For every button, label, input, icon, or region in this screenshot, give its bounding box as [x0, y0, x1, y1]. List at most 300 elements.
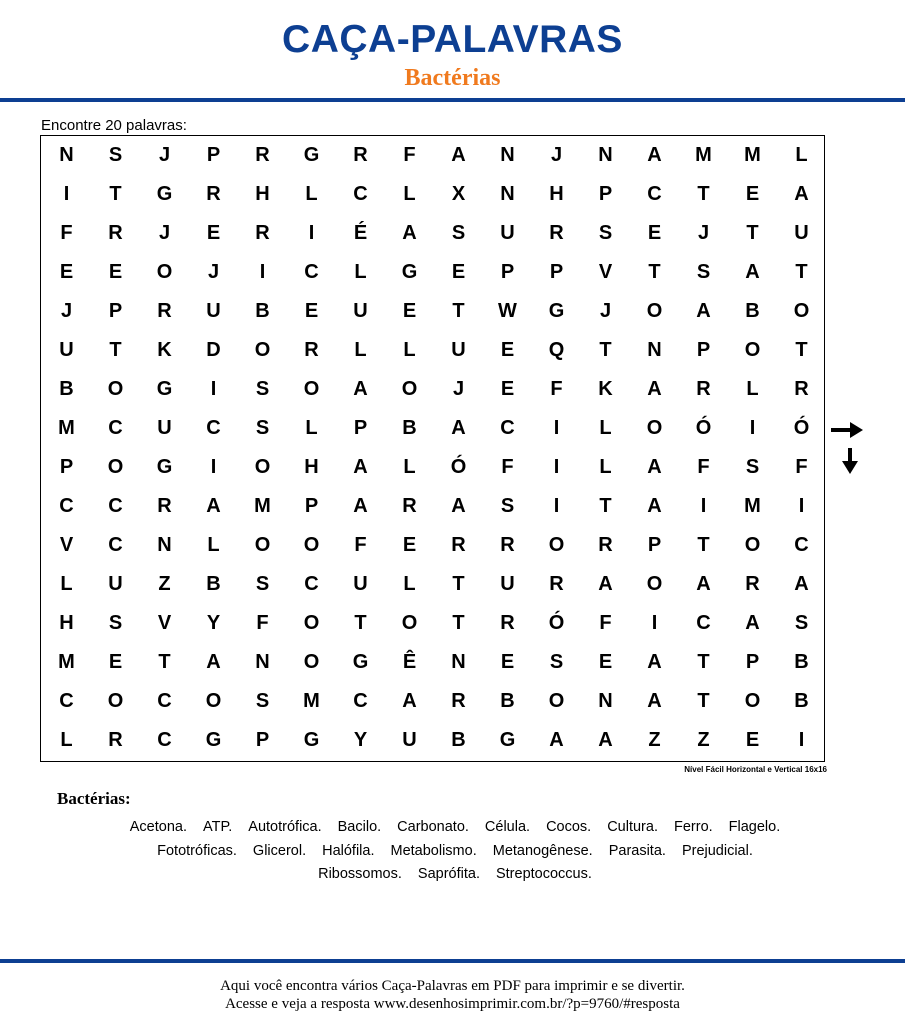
grid-letter: Ó — [695, 417, 712, 439]
grid-letter: A — [696, 300, 711, 322]
grid-letter: W — [498, 300, 517, 322]
grid-letter: C — [108, 495, 123, 517]
arrow-down-icon — [841, 447, 859, 475]
grid-row — [41, 253, 826, 292]
grid-letter: P — [255, 729, 270, 751]
grid-letter: E — [59, 261, 74, 283]
grid-letter: A — [745, 612, 760, 634]
grid-letter: S — [255, 417, 270, 439]
grid-letter: P — [353, 417, 368, 439]
grid-letter: O — [401, 378, 418, 400]
grid-letter: O — [646, 300, 663, 322]
grid-letter: L — [403, 339, 416, 361]
grid-letter: Y — [353, 729, 368, 751]
grid-letter: K — [157, 339, 172, 361]
grid-letter: C — [500, 417, 515, 439]
grid-letter: R — [157, 300, 172, 322]
grid-letter: P — [206, 144, 221, 166]
grid-letter: A — [353, 456, 368, 478]
word-list-item: Halófila. — [322, 842, 375, 859]
instruction-text: Encontre 20 palavras: — [41, 117, 187, 134]
grid-letter: I — [210, 456, 217, 478]
grid-letter: D — [206, 339, 221, 361]
grid-letter: S — [745, 456, 760, 478]
grid-letter: O — [254, 456, 271, 478]
grid-letter: P — [598, 183, 613, 205]
grid-letter: R — [696, 378, 711, 400]
grid-letter: T — [795, 339, 808, 361]
grid-letter: N — [255, 651, 270, 673]
grid-letter: P — [696, 339, 711, 361]
grid-letter: C — [59, 495, 74, 517]
grid-letter: A — [647, 144, 662, 166]
grid-letter: S — [549, 651, 564, 673]
grid-letter: O — [254, 339, 271, 361]
grid-letter: L — [305, 417, 318, 439]
word-list-item: Carbonato. — [397, 819, 469, 835]
grid-letter: I — [259, 261, 266, 283]
word-list-item: Saprófita. — [417, 866, 480, 882]
grid-letter: F — [403, 144, 416, 166]
grid-letter: R — [304, 339, 319, 361]
grid-letter: T — [109, 183, 122, 205]
grid-letter: R — [353, 144, 368, 166]
grid-letter: Ê — [402, 651, 417, 673]
grid-letter: F — [795, 456, 808, 478]
grid-row — [41, 448, 826, 487]
word-list-item: Cultura. — [607, 819, 658, 835]
grid-letter: K — [598, 378, 613, 400]
grid-letter: P — [745, 651, 760, 673]
grid-letter: O — [646, 417, 663, 439]
grid-letter: I — [553, 417, 560, 439]
grid-letter: A — [647, 456, 662, 478]
grid-letter: V — [59, 534, 74, 556]
grid-letter: A — [794, 183, 809, 205]
footer-divider — [0, 959, 905, 963]
grid-letter: A — [745, 261, 760, 283]
grid-letter: A — [549, 729, 564, 751]
grid-letter: E — [108, 651, 123, 673]
grid-row — [41, 331, 826, 370]
grid-letter: F — [550, 378, 563, 400]
grid-row — [41, 643, 826, 682]
grid-letter: A — [647, 495, 662, 517]
grid-row — [41, 487, 826, 526]
grid-letter: L — [599, 456, 612, 478]
grid-row — [41, 136, 826, 175]
grid-row — [41, 604, 826, 643]
grid-letter: T — [452, 612, 465, 634]
grid-letter: U — [157, 417, 172, 439]
grid-letter: F — [697, 456, 710, 478]
word-list-item: Bacilo. — [337, 819, 382, 835]
grid-letter: R — [255, 144, 270, 166]
grid-letter: O — [401, 612, 418, 634]
grid-letter: B — [794, 651, 809, 673]
grid-letter: E — [402, 300, 417, 322]
grid-letter: U — [500, 222, 515, 244]
grid-letter: O — [744, 339, 761, 361]
grid-letter: M — [58, 417, 75, 439]
grid-row — [41, 682, 826, 721]
grid-letter: J — [158, 222, 171, 244]
grid-letter: T — [452, 300, 465, 322]
grid-letter: J — [550, 144, 563, 166]
grid-letter: C — [353, 183, 368, 205]
grid-letter: O — [156, 261, 173, 283]
grid-letter: I — [749, 417, 756, 439]
grid-letter: C — [157, 690, 172, 712]
grid-letter: T — [354, 612, 367, 634]
grid-letter: X — [451, 183, 466, 205]
grid-letter: I — [553, 495, 560, 517]
grid-letter: L — [207, 534, 220, 556]
grid-letter: A — [647, 690, 662, 712]
grid-letter: T — [697, 183, 710, 205]
grid-letter: E — [500, 339, 515, 361]
grid-letter: I — [700, 495, 707, 517]
grid-letter: A — [794, 573, 809, 595]
grid-row — [41, 370, 826, 409]
grid-letter: T — [158, 651, 171, 673]
grid-letter: R — [745, 573, 760, 595]
grid-letter: M — [695, 144, 712, 166]
grid-letter: T — [599, 339, 612, 361]
grid-letter: E — [451, 261, 466, 283]
word-list-line — [40, 816, 870, 840]
word-list-item: Metanogênese. — [492, 842, 593, 859]
grid-letter: J — [452, 378, 465, 400]
grid-letter: O — [793, 300, 810, 322]
grid-letter: N — [598, 144, 613, 166]
word-list-item: Célula. — [484, 819, 531, 835]
grid-letter: H — [304, 456, 319, 478]
word-list-item: Acetona. — [129, 819, 187, 835]
grid-letter: O — [744, 690, 761, 712]
grid-letter: N — [451, 651, 466, 673]
grid-letter: U — [353, 300, 368, 322]
grid-letter: Z — [158, 573, 171, 595]
grid-letter: R — [500, 534, 515, 556]
grid-letter: A — [206, 651, 221, 673]
grid-letter: L — [60, 729, 73, 751]
grid-row — [41, 565, 826, 604]
grid-letter: C — [157, 729, 172, 751]
grid-letter: A — [451, 417, 466, 439]
word-list-item: Prejudicial. — [681, 842, 753, 859]
grid-letter: A — [696, 573, 711, 595]
grid-letter: L — [60, 573, 73, 595]
grid-letter: E — [108, 261, 123, 283]
grid-letter: G — [156, 378, 173, 400]
grid-letter: P — [304, 495, 319, 517]
grid-letter: S — [794, 612, 809, 634]
word-list-item: Autotrófica. — [248, 819, 322, 835]
grid-letter: A — [647, 651, 662, 673]
word-list-line — [40, 863, 870, 887]
grid-letter: G — [303, 729, 320, 751]
grid-letter: R — [206, 183, 221, 205]
grid-letter: O — [303, 612, 320, 634]
grid-letter: O — [107, 690, 124, 712]
grid-row — [41, 292, 826, 331]
grid-letter: T — [697, 534, 710, 556]
grid-letter: M — [744, 495, 761, 517]
grid-letter: E — [206, 222, 221, 244]
word-list-item: ATP. — [203, 819, 233, 835]
grid-letter: R — [549, 573, 564, 595]
grid-letter: O — [205, 690, 222, 712]
grid-letter: A — [402, 690, 417, 712]
grid-letter: O — [548, 534, 565, 556]
grid-letter: Z — [648, 729, 661, 751]
grid-letter: T — [697, 651, 710, 673]
grid-letter: R — [402, 495, 417, 517]
grid-letter: A — [647, 378, 662, 400]
grid-letter: V — [598, 261, 613, 283]
grid-letter: E — [402, 534, 417, 556]
grid-letter: O — [303, 651, 320, 673]
grid-letter: G — [303, 144, 320, 166]
grid-letter: Ó — [450, 456, 467, 478]
grid-letter: L — [305, 183, 318, 205]
grid-letter: U — [402, 729, 417, 751]
grid-letter: A — [451, 144, 466, 166]
grid-letter: B — [402, 417, 417, 439]
word-list-item: Metabolismo. — [390, 842, 477, 859]
grid-letter: E — [598, 651, 613, 673]
grid-letter: O — [646, 573, 663, 595]
grid-letter: C — [304, 261, 319, 283]
grid-row — [41, 526, 826, 565]
grid-letter: B — [500, 690, 515, 712]
grid-letter: S — [255, 378, 270, 400]
grid-letter: B — [745, 300, 760, 322]
grid-letter: O — [548, 690, 565, 712]
grid-letter: P — [549, 261, 564, 283]
grid-letter: Ó — [548, 612, 565, 634]
grid-letter: R — [108, 222, 123, 244]
grid-letter: F — [501, 456, 514, 478]
grid-letter: T — [599, 495, 612, 517]
grid-letter: R — [255, 222, 270, 244]
grid-letter: U — [500, 573, 515, 595]
grid-letter: P — [59, 456, 74, 478]
grid-letter: R — [794, 378, 809, 400]
grid-letter: A — [598, 729, 613, 751]
word-list-line — [40, 840, 870, 864]
grid-letter: L — [354, 339, 367, 361]
grid-letter: U — [108, 573, 123, 595]
grid-letter: E — [647, 222, 662, 244]
word-list-item: Streptococcus. — [495, 866, 592, 882]
grid-letter: J — [599, 300, 612, 322]
grid-letter: I — [798, 729, 805, 751]
grid-letter: J — [60, 300, 73, 322]
grid-letter: O — [744, 534, 761, 556]
grid-letter: L — [403, 456, 416, 478]
grid-letter: V — [157, 612, 172, 634]
grid-letter: E — [745, 729, 760, 751]
grid-letter: C — [353, 690, 368, 712]
grid-letter: I — [798, 495, 805, 517]
grid-letter: A — [353, 495, 368, 517]
grid-letter: H — [549, 183, 564, 205]
grid-letter: S — [696, 261, 711, 283]
grid-letter: I — [210, 378, 217, 400]
grid-letter: M — [744, 144, 761, 166]
grid-letter: G — [156, 183, 173, 205]
word-list-item: Ribossomos. — [318, 866, 402, 882]
grid-letter: M — [254, 495, 271, 517]
grid-letter: J — [158, 144, 171, 166]
grid-letter: C — [794, 534, 809, 556]
grid-letter: S — [108, 144, 123, 166]
grid-letter: H — [59, 612, 74, 634]
grid-letter: G — [499, 729, 516, 751]
grid-letter: T — [795, 261, 808, 283]
word-list-heading: Bactérias: — [57, 789, 131, 808]
grid-letter: N — [598, 690, 613, 712]
grid-letter: F — [599, 612, 612, 634]
word-list-item: Flagelo. — [728, 819, 781, 835]
grid-letter: O — [254, 534, 271, 556]
grid-letter: G — [548, 300, 565, 322]
grid-letter: E — [500, 378, 515, 400]
grid-letter: T — [746, 222, 759, 244]
grid-letter: L — [403, 183, 416, 205]
grid-letter: I — [553, 456, 560, 478]
grid-letter: U — [794, 222, 809, 244]
level-note: Nível Fácil Horizontal e Vertical 16x16 — [684, 765, 827, 774]
grid-letter: T — [648, 261, 661, 283]
grid-letter: P — [500, 261, 515, 283]
grid-letter: C — [206, 417, 221, 439]
grid-letter: J — [207, 261, 220, 283]
grid-letter: R — [500, 612, 515, 634]
arrow-right-icon — [830, 421, 864, 439]
grid-letter: G — [401, 261, 418, 283]
grid-letter: E — [304, 300, 319, 322]
grid-letter: T — [109, 339, 122, 361]
grid-letter: H — [255, 183, 270, 205]
grid-letter: É — [353, 222, 368, 244]
grid-letter: L — [599, 417, 612, 439]
grid-letter: L — [354, 261, 367, 283]
grid-letter: F — [60, 222, 73, 244]
word-list-item: Ferro. — [673, 819, 713, 835]
word-list-item: Cocos. — [546, 819, 592, 835]
grid-letter: U — [59, 339, 74, 361]
grid-letter: A — [206, 495, 221, 517]
grid-letter: C — [108, 534, 123, 556]
grid-row — [41, 214, 826, 253]
grid-letter: C — [696, 612, 711, 634]
grid-letter: S — [451, 222, 466, 244]
grid-letter: R — [451, 690, 466, 712]
grid-letter: E — [745, 183, 760, 205]
grid-letter: S — [108, 612, 123, 634]
grid-letter: Q — [548, 339, 565, 361]
grid-letter: L — [403, 573, 416, 595]
grid-letter: B — [451, 729, 466, 751]
grid-letter: P — [647, 534, 662, 556]
grid-letter: O — [107, 378, 124, 400]
word-list — [40, 816, 870, 887]
grid-letter: C — [304, 573, 319, 595]
grid-letter: R — [549, 222, 564, 244]
grid-letter: M — [303, 690, 320, 712]
grid-letter: L — [795, 144, 808, 166]
grid-letter: G — [205, 729, 222, 751]
grid-letter: M — [58, 651, 75, 673]
word-list-item: Parasita. — [608, 842, 666, 859]
grid-letter: S — [598, 222, 613, 244]
grid-letter: O — [107, 456, 124, 478]
grid-letter: B — [794, 690, 809, 712]
page-subtitle: Bactérias — [404, 65, 501, 91]
grid-row — [41, 175, 826, 214]
grid-letter: O — [303, 534, 320, 556]
grid-letter: F — [354, 534, 367, 556]
header-divider — [0, 98, 905, 102]
grid-letter: L — [746, 378, 759, 400]
grid-row — [41, 721, 826, 760]
grid-letter: I — [651, 612, 658, 634]
grid-letter: A — [451, 495, 466, 517]
grid-letter: S — [500, 495, 515, 517]
grid-letter: Ó — [793, 417, 810, 439]
page-title: CAÇA-PALAVRAS — [282, 18, 623, 61]
grid-letter: I — [308, 222, 315, 244]
grid-letter: R — [108, 729, 123, 751]
grid-letter: B — [59, 378, 74, 400]
grid-letter: S — [255, 690, 270, 712]
grid-letter: E — [500, 651, 515, 673]
grid-letter: N — [157, 534, 172, 556]
grid-letter: A — [353, 378, 368, 400]
word-list-item: Glicerol. — [252, 842, 307, 859]
grid-letter: U — [451, 339, 466, 361]
grid-letter: C — [59, 690, 74, 712]
grid-letter: N — [647, 339, 662, 361]
grid-letter: N — [500, 144, 515, 166]
word-list-item: Fototróficas. — [157, 842, 237, 859]
grid-letter: F — [256, 612, 269, 634]
grid-letter: O — [303, 378, 320, 400]
grid-letter: C — [108, 417, 123, 439]
grid-letter: Y — [206, 612, 221, 634]
grid-letter: N — [59, 144, 74, 166]
grid-letter: G — [352, 651, 369, 673]
grid-letter: I — [63, 183, 70, 205]
grid-letter: B — [255, 300, 270, 322]
grid-letter: R — [157, 495, 172, 517]
footer-line-1: Aqui você encontra vários Caça-Palavras em PDF para imprimir e se divertir. — [220, 978, 685, 994]
grid-letter: J — [697, 222, 710, 244]
grid-letter: S — [255, 573, 270, 595]
footer-line-2: Acesse e veja a resposta www.desenhosimprimir.com.br/?p=9760/#resposta — [225, 996, 680, 1012]
grid-letter: Z — [697, 729, 710, 751]
grid-letter: A — [598, 573, 613, 595]
grid-letter: G — [156, 456, 173, 478]
grid-letter: R — [451, 534, 466, 556]
grid-letter: U — [353, 573, 368, 595]
word-search-grid — [40, 135, 825, 762]
grid-letter: U — [206, 300, 221, 322]
grid-letter: B — [206, 573, 221, 595]
